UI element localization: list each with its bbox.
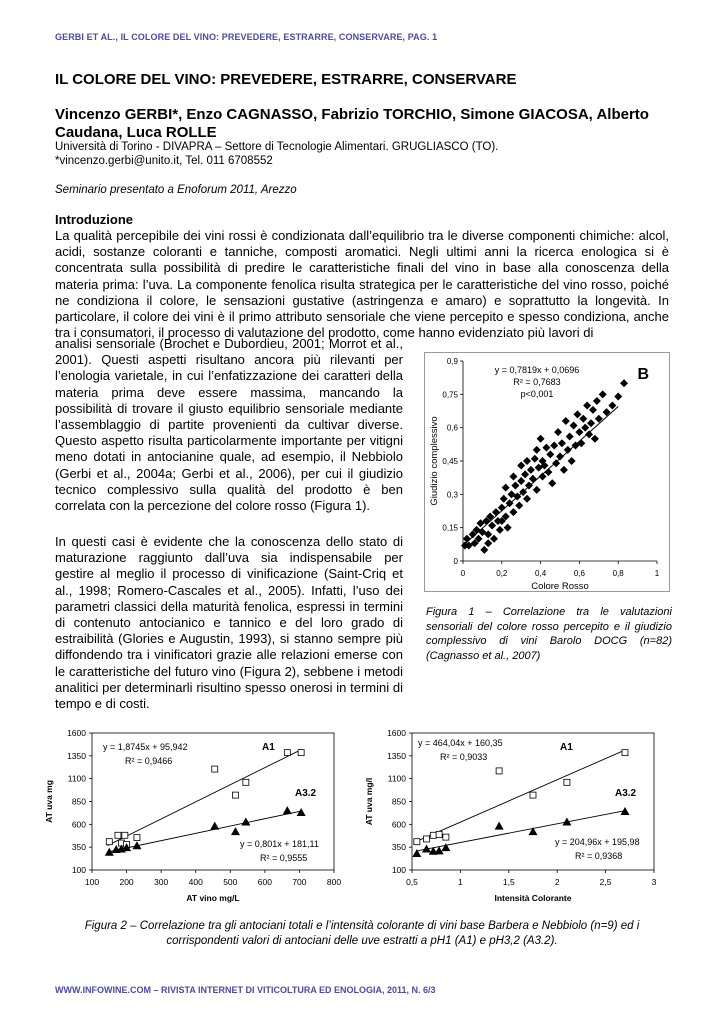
data-point-A1 — [284, 750, 290, 756]
data-point — [573, 410, 581, 418]
data-point — [575, 428, 583, 436]
data-point — [566, 433, 574, 441]
data-point — [533, 486, 541, 494]
running-footer[interactable]: WWW.INFOWINE.COM – RIVISTA INTERNET DI VITICOLTURA ED ENOLOGIA, 2011, N. 6/3 — [55, 985, 436, 995]
y-tick-label: 850 — [71, 796, 86, 807]
data-point-A3-2 — [231, 827, 240, 835]
x-tick-label: 200 — [119, 877, 134, 887]
data-point — [490, 535, 498, 543]
y-tick-label: 1350 — [387, 750, 406, 761]
affiliation-block — [55, 140, 498, 168]
data-point-A1 — [134, 835, 140, 841]
x-tick-label: 0,4 — [535, 569, 547, 578]
x-tick-label: 0,6 — [573, 569, 585, 578]
regression-equation-A1: y = 464,04x + 160,35 — [418, 738, 503, 748]
data-point — [620, 379, 628, 387]
y-tick-label: 1350 — [67, 750, 86, 761]
series-label-A1: A1 — [262, 742, 275, 753]
x-tick-label: 1 — [458, 877, 463, 887]
seminar-note: Seminario presentato a Enoforum 2011, Arezzo — [55, 184, 297, 196]
y-tick-label: 1600 — [67, 728, 86, 738]
data-point-A3-2 — [283, 806, 292, 814]
data-point — [587, 419, 595, 427]
data-point — [496, 526, 504, 534]
data-point-A3-2 — [529, 827, 538, 835]
y-tick-label: 850 — [391, 796, 406, 807]
y-tick-label: 0,3 — [446, 490, 458, 500]
data-point-A1 — [232, 792, 238, 798]
data-point — [480, 546, 488, 554]
data-point-A1 — [122, 832, 128, 838]
figure-2a-scatter-plot — [40, 722, 352, 912]
y-axis-label: Giudizio complessivo — [429, 416, 440, 506]
data-point — [581, 424, 589, 432]
y-tick-label: 600 — [71, 819, 86, 830]
y-tick-label: 0,45 — [442, 457, 458, 466]
data-point — [521, 470, 529, 478]
section-heading-introduzione: Introduzione — [55, 212, 133, 227]
data-point — [523, 495, 531, 503]
x-tick-label: 0,8 — [612, 569, 624, 578]
y-tick-label: 0,9 — [446, 357, 458, 366]
data-point-A1 — [414, 839, 420, 845]
x-axis-label: Colore Rosso — [531, 581, 589, 591]
panel-label: B — [637, 366, 649, 383]
figure-2-caption: Figura 2 – Correlazione tra gli antociani totali e l’intensità colorante di vini base Barbera e Nebbiolo (n=9) ed i corrispondenti valori di antociani delle uve estratti a pH1 (A1) e pH3,2 (A3.2). — [84, 920, 640, 947]
data-point — [509, 473, 517, 481]
data-point — [529, 475, 537, 483]
figure-1-scatter-plot — [425, 353, 669, 591]
data-point-A1 — [115, 832, 121, 838]
data-point — [593, 397, 601, 405]
running-header: GERBI ET AL., IL COLORE DEL VINO: PREVEDERE, ESTRARRE, CONSERVARE, PAG. 1 — [55, 32, 438, 42]
data-point-A1 — [443, 834, 449, 840]
data-point — [531, 455, 539, 463]
x-tick-label: 0,2 — [496, 569, 508, 578]
x-tick-label: 800 — [326, 877, 342, 887]
paragraph-intro: La qualità percepibile dei vini rossi è condizionata dall’equilibrio tra le diverse componenti chimiche: alcol, acidi, sostanze coloranti e tanniche, composti aromatici. Negli ultimi anni la ricerca enologica si è concentrata sulla possibilità di predire le caratteristiche finali del vino in base alla conoscenza della materia prima: l’uva. La componente fenolica risulta strategica per le caratteristiche del vino rosso, poiché ne condiziona il colore, le sensazioni gustative (astringenza e amaro) e soprattutto la longevità. In particolare, il colore dei vini è il primo attributo sensoriale che viene percepito e spesso condiziona, anche tra i consumatori, il processo di valutazione del prodotto, come hanno evidenziato più lavori di — [55, 228, 669, 341]
data-point — [548, 479, 556, 487]
data-point — [562, 417, 570, 425]
y-tick-label: 1600 — [387, 728, 406, 738]
data-point — [517, 461, 525, 469]
data-point-A1 — [212, 766, 218, 772]
data-point — [579, 415, 587, 423]
p-value: p<0,001 — [520, 389, 554, 399]
author-list: Vincenzo GERBI*, Enzo CAGNASSO, Fabrizio TORCHIO, Simone GIACOSA, Alberto Caudana, Luca ROLLE — [55, 106, 649, 141]
data-point — [509, 508, 517, 516]
regression-equation-A3-2: y = 0,801x + 181,11 — [240, 839, 319, 849]
data-point — [585, 430, 593, 438]
data-point — [589, 406, 597, 414]
data-point — [537, 435, 545, 443]
regression-equation-A3-2: y = 204,96x + 195,98 — [555, 837, 640, 847]
y-tick-label: 600 — [391, 819, 406, 830]
data-point — [608, 401, 616, 409]
x-tick-label: 700 — [292, 877, 307, 887]
data-point — [564, 446, 572, 454]
y-tick-label: 350 — [71, 842, 86, 853]
data-point-A1 — [106, 839, 112, 845]
data-point — [552, 459, 560, 467]
data-point — [523, 457, 531, 465]
data-point-A3-2 — [210, 822, 219, 830]
data-point — [527, 466, 535, 474]
y-axis-label: AT uva mg — [44, 780, 54, 823]
x-tick-label: 300 — [154, 877, 169, 887]
data-point — [568, 457, 576, 465]
y-tick-label: 0,15 — [442, 523, 458, 533]
y-tick-label: 0 — [453, 557, 458, 566]
data-point-A1 — [496, 768, 502, 774]
data-point-A1 — [243, 779, 249, 785]
data-point — [500, 495, 508, 503]
data-point — [502, 484, 510, 492]
x-tick-label: 1,5 — [502, 877, 515, 887]
data-point — [614, 393, 622, 401]
r-squared-A3-2: R² = 0,9555 — [260, 853, 308, 863]
x-tick-label: 400 — [188, 877, 203, 887]
r-squared-A1: R² = 0,9466 — [125, 756, 173, 766]
series-label-A3-2: A3.2 — [615, 788, 637, 799]
data-point — [560, 466, 568, 474]
data-point — [517, 477, 525, 485]
data-point — [542, 444, 550, 452]
x-tick-label: 2 — [554, 877, 560, 887]
figure-1-caption: Figura 1 – Correlazione tra le valutazioni sensoriali del colore rosso percepito e il giudizio complessivo di vini Barolo DOCG (n=82) (Cagnasso et al., 2007) — [426, 606, 672, 662]
x-axis-label: Intensità Colorante — [494, 893, 572, 903]
data-point — [504, 524, 512, 532]
data-point-A1 — [298, 750, 304, 756]
data-point-A1 — [436, 831, 442, 837]
x-tick-label: 3 — [651, 877, 657, 887]
contact-email[interactable]: *vincenzo.gerbi@unito.it, Tel. 011 6708552 — [55, 155, 273, 167]
figure-2b-scatter-plot — [360, 722, 672, 912]
paper-title: IL COLORE DEL VINO: PREVEDERE, ESTRARRE, CONSERVARE — [55, 71, 517, 88]
data-point-A1 — [430, 832, 436, 838]
regression-equation-A1: y = 1,8745x + 95,942 — [103, 742, 188, 752]
y-tick-label: 100 — [71, 865, 86, 875]
figure-2b-frame — [360, 722, 672, 912]
x-tick-label: 500 — [223, 877, 238, 887]
paragraph-sensoriale: analisi sensoriale (Brochet e Dubordieu, 2001; Morrot et al., 2001). Questi aspetti risultano ancora più rilevanti per l’enologia varietale, in cui l’enfatizzazione dei caratteri della materia prima deve essere massima, mancando la possibilità di trovare il giusto equilibrio sensoriale mediante l’assemblaggio di partite provenienti da cultivar diverse. Questo aspetto risulta particolarmente importante per vitigni meno dotati in antocianine quale, ad esempio, il Nebbiolo (Gerbi et al., 2004a; Gerbi et al., 2006), per cui il giudizio tecnico complessivo sulla qualità del prodotto è ben correlata con la percezione del colore rosso (Figura 1). — [55, 336, 403, 514]
data-point — [525, 481, 533, 489]
x-axis-label: AT vino mg/L — [186, 893, 240, 903]
y-tick-label: 100 — [391, 865, 406, 875]
data-point — [583, 401, 591, 409]
data-point-A1 — [424, 836, 430, 842]
data-point-A3-2 — [241, 818, 250, 826]
data-point-A1 — [622, 750, 628, 756]
data-point-A1 — [564, 779, 570, 785]
regression-equation: y = 0,7819x + 0,0696 — [494, 365, 580, 375]
x-tick-label: 600 — [257, 877, 272, 887]
series-label-A3-2: A3.2 — [295, 788, 317, 799]
y-tick-label: 0,75 — [442, 390, 458, 400]
data-point — [492, 508, 500, 516]
data-point-A1 — [530, 792, 536, 798]
data-point — [554, 428, 562, 436]
x-tick-label: 100 — [84, 877, 100, 887]
r-squared: R² = 0,7683 — [513, 377, 561, 387]
x-tick-label: 0,5 — [406, 877, 418, 887]
data-point — [546, 450, 554, 458]
affiliation: Università di Torino - DIVAPRA – Settore di Tecnologie Alimentari. GRUGLIASCO (TO). — [55, 141, 499, 153]
data-point — [533, 446, 541, 454]
y-tick-label: 0,6 — [446, 423, 458, 433]
y-tick-label: 1100 — [67, 773, 86, 784]
x-tick-label: 1 — [654, 569, 660, 578]
r-squared-A1: R² = 0,9033 — [440, 752, 488, 762]
data-point — [484, 539, 492, 547]
r-squared-A3-2: R² = 0,9368 — [575, 851, 623, 861]
series-label-A1: A1 — [560, 742, 573, 753]
trend-line-A1 — [417, 750, 625, 841]
data-point — [515, 501, 523, 509]
data-point — [550, 441, 558, 449]
figure-2a-frame — [40, 722, 352, 912]
x-tick-label: 2,5 — [599, 877, 612, 887]
trend-line — [463, 407, 618, 546]
y-tick-label: 350 — [391, 842, 406, 853]
data-point-A3-2 — [495, 822, 504, 830]
y-axis-label: AT uva mg/l — [364, 777, 374, 826]
x-tick-label: 0 — [460, 569, 466, 578]
data-point — [570, 421, 578, 429]
data-point — [591, 435, 599, 443]
data-point — [558, 439, 566, 447]
paragraph-maturazione: In questi casi è evidente che la conoscenza dello stato di maturazione raggiunto dall’uva sia indispensabile per gestire al meglio il processo di vinificazione (Saint-Criq et al., 1998; Romero-Cascales et al., 2005). Infatti, l’uso dei parametri classici della maturità fenolica, espressi in termini di contenuto antocianico e tannico e del loro grado di estraibilità (Glories e Augustin, 1993), si stanno sempre più diffondendo tra i vinificatori grazie alle relazioni emerse con le caratteristiche del futuro vino (Figura 2), sebbene i metodi analitici per determinarli risultino spesso onerosi in termini di tempo e di costi. — [55, 534, 403, 712]
data-point — [599, 390, 607, 398]
figure-1-frame — [424, 352, 670, 592]
data-point — [511, 481, 519, 489]
y-tick-label: 1100 — [387, 773, 406, 784]
